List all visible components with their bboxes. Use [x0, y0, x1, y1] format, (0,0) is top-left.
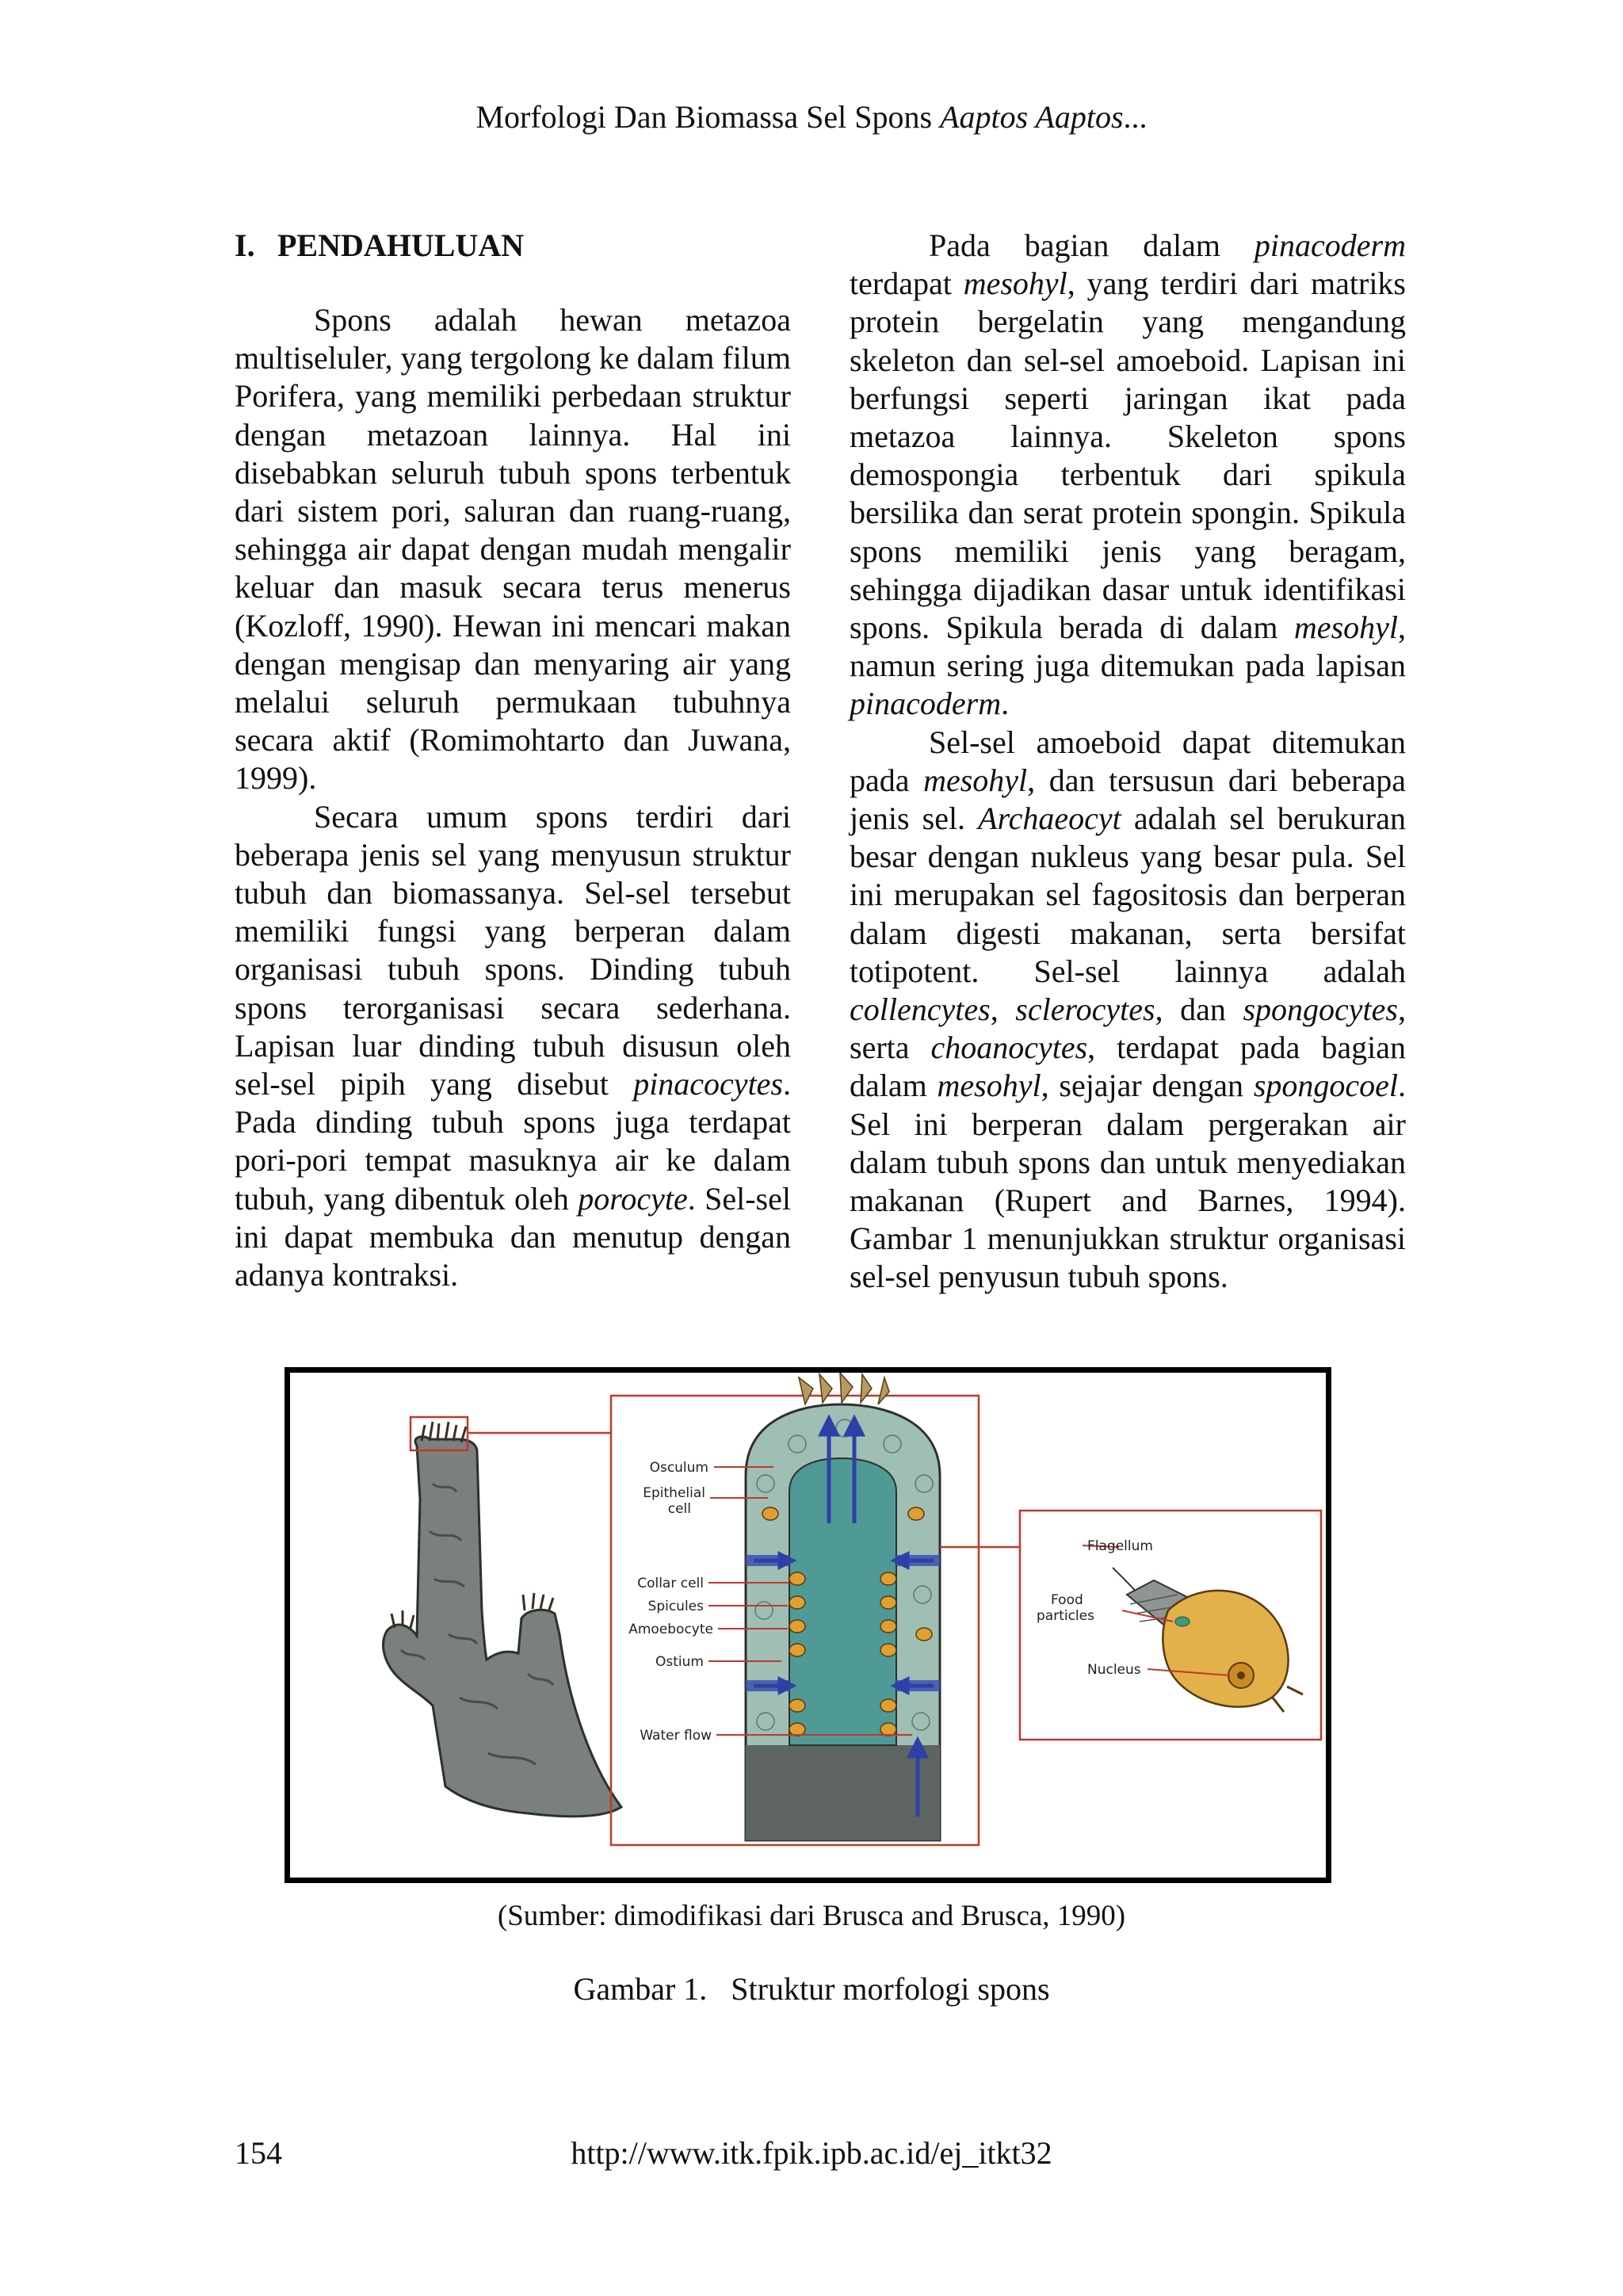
running-head-text: Morfologi Dan Biomassa Sel Spons — [475, 99, 941, 135]
label-nucleus: Nucleus — [1087, 1662, 1141, 1678]
right-column — [850, 227, 1406, 1297]
whole-sponge-drawing — [384, 1417, 621, 1817]
figure-caption-text: Struktur morfologi spons — [731, 1971, 1050, 2007]
paragraph-spons-intro: Spons adalah hewan metazoa multiseluler, yang tergolong ke dalam filum Porifera, yang memiliki perbedaan struktur dengan metazoan lainnya. Hal ini disebabkan seluruh tubuh spons terbentuk dari sistem pori, saluran dan ruang-ruang, sehingga air dapat dengan mudah mengalir keluar dan masuk secara terus menerus (Kozloff, 1990). Hewan ini mencari makan dengan mengisap dan menyaring air yang melalui seluruh permukaan tubuhnya secara aktif (Romimohtarto dan Juwana, 1999). — [235, 302, 791, 797]
paragraph-mesohyl: Pada bagian dalam pinacoderm terdapat mesohyl, yang terdiri dari matriks protein bergelatin yang mengandung skeleton dan sel-sel amoeboid. Lapisan ini berfungsi seperti jaringan ikat pada metazoa lainnya. Skeleton spons demospongia terbentuk dari spikula bersilika dan serat protein spongin. Spikula spons memiliki jenis yang beragam, sehingga dijadikan dasar untuk identifikasi spons. Spikula berada di dalam mesohyl, namun sering juga ditemukan pada lapisan pinacoderm. — [850, 227, 1406, 722]
figure-caption — [0, 1970, 1623, 2008]
section-title: PENDAHULUAN — [277, 227, 525, 263]
left-column — [235, 227, 791, 1294]
label-spicules: Spicules — [647, 1599, 704, 1614]
running-head-species: Aaptos Aaptos — [940, 99, 1124, 135]
page-number: 154 — [235, 2135, 282, 2171]
section-heading — [235, 227, 791, 265]
label-epithelial-cell-2: cell — [667, 1501, 691, 1517]
label-ostium: Ostium — [655, 1654, 704, 1670]
running-head-ellipsis: ... — [1123, 99, 1148, 135]
section-number: I. — [235, 227, 255, 263]
cross-section-drawing — [628, 1373, 940, 1840]
label-food-particles-2: particles — [1037, 1608, 1094, 1624]
collar-cell-drawing — [1037, 1538, 1303, 1712]
label-amoebocyte: Amoebocyte — [628, 1622, 713, 1637]
running-head — [0, 98, 1623, 136]
figure-caption-label: Gambar 1. — [573, 1971, 708, 2007]
label-osculum: Osculum — [649, 1460, 708, 1476]
page-url[interactable]: http://www.itk.fpik.ipb.ac.id/ej_itkt32 — [571, 2135, 1052, 2171]
figure-source: (Sumber: dimodifikasi dari Brusca and Brusca, 1990) — [497, 1900, 1126, 1932]
figure-sponge-morphology — [285, 1367, 1331, 1883]
label-water-flow: Water flow — [640, 1728, 712, 1744]
paragraph-amoeboid: Sel-sel amoeboid dapat ditemukan pada mesohyl, dan tersusun dari beberapa jenis sel. Archaeocyt adalah sel berukuran besar dengan nukleus yang besar pula. Sel ini merupakan sel fagositosis dan berperan dalam digesti makanan, serta bersifat totipotent. Sel-sel lainnya adalah collencytes, sclerocytes, dan spongocytes, serta choanocytes, terdapat pada bagian dalam mesohyl, sejajar dengan spongocoel. Sel ini berperan dalam pergerakan air dalam tubuh spons dan untuk menyediakan makanan (Rupert and Barnes, 1994). Gambar 1 menunjukkan struktur organisasi sel-sel penyusun tubuh spons. — [850, 724, 1406, 1295]
label-collar-cell: Collar cell — [637, 1576, 704, 1591]
label-flagellum: Flagellum — [1087, 1538, 1153, 1554]
paragraph-cell-types: Secara umum spons terdiri dari beberapa jenis sel yang menyusun struktur tubuh dan biomassanya. Sel-sel tersebut memiliki fungsi yang berperan dalam organisasi tubuh spons. Dinding tubuh spons terorganisasi secara sederhana. Lapisan luar dinding tubuh disusun oleh sel-sel pipih yang disebut pinacocytes. Pada dinding tubuh spons juga terdapat pori-pori tempat masuknya air ke dalam tubuh, yang dibentuk oleh porocyte. Sel-sel ini dapat membuka dan menutup dengan adanya kontraksi. — [235, 798, 791, 1293]
label-epithelial-cell: Epithelial — [643, 1485, 705, 1501]
sponge-illustration — [290, 1373, 1326, 1878]
label-food-particles: Food — [1051, 1592, 1083, 1608]
